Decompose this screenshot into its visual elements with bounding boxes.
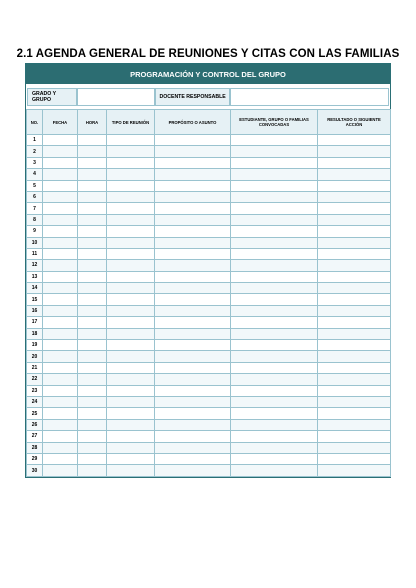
row-number: 23 <box>27 385 43 396</box>
table-cell[interactable] <box>78 317 107 328</box>
table-cell[interactable] <box>318 396 391 407</box>
table-cell[interactable] <box>318 328 391 339</box>
table-cell[interactable] <box>78 453 107 464</box>
row-number: 29 <box>27 453 43 464</box>
table-cell[interactable] <box>78 328 107 339</box>
table-cell[interactable] <box>78 374 107 385</box>
table-cell[interactable] <box>107 465 155 476</box>
col-header-no: NO. <box>27 110 43 135</box>
table-cell[interactable] <box>231 396 318 407</box>
table-cell[interactable] <box>43 453 78 464</box>
table-cell[interactable] <box>155 374 231 385</box>
row-number: 9 <box>27 226 43 237</box>
col-header-date: FECHA <box>43 110 78 135</box>
table-row <box>27 408 391 419</box>
table-cell[interactable] <box>107 317 155 328</box>
table-cell[interactable] <box>318 419 391 430</box>
table-cell[interactable] <box>43 419 78 430</box>
table-cell[interactable] <box>155 419 231 430</box>
table-cell[interactable] <box>78 169 107 180</box>
row-number: 26 <box>27 419 43 430</box>
table-cell[interactable] <box>318 362 391 373</box>
table-cell[interactable] <box>107 340 155 351</box>
table-cell[interactable] <box>107 305 155 316</box>
row-number: 14 <box>27 283 43 294</box>
table-cell[interactable] <box>155 214 231 225</box>
table-cell[interactable] <box>43 283 78 294</box>
col-header-result: RESULTADO O SIGUIENTE ACCIÓN <box>318 110 391 135</box>
table-row <box>27 226 391 237</box>
table-cell[interactable] <box>78 408 107 419</box>
table-cell[interactable] <box>231 351 318 362</box>
table-cell[interactable] <box>78 340 107 351</box>
table-cell[interactable] <box>107 328 155 339</box>
table-cell[interactable] <box>107 248 155 259</box>
table-cell[interactable] <box>231 340 318 351</box>
table-cell[interactable] <box>155 305 231 316</box>
table-cell[interactable] <box>107 260 155 271</box>
table-cell[interactable] <box>318 226 391 237</box>
table-cell[interactable] <box>231 214 318 225</box>
table-cell[interactable] <box>43 260 78 271</box>
table-cell[interactable] <box>155 396 231 407</box>
info-row <box>27 88 389 106</box>
table-cell[interactable] <box>78 226 107 237</box>
table-cell[interactable] <box>107 431 155 442</box>
table-cell[interactable] <box>231 271 318 282</box>
table-cell[interactable] <box>78 135 107 146</box>
table-cell[interactable] <box>231 408 318 419</box>
table-cell[interactable] <box>43 340 78 351</box>
table-cell[interactable] <box>78 362 107 373</box>
table-cell[interactable] <box>231 453 318 464</box>
table-cell[interactable] <box>318 180 391 191</box>
table-cell[interactable] <box>78 191 107 202</box>
row-number: 11 <box>27 248 43 259</box>
table-row <box>27 328 391 339</box>
table-cell[interactable] <box>78 260 107 271</box>
table-cell[interactable] <box>43 362 78 373</box>
table-cell[interactable] <box>78 146 107 157</box>
teacher-label: DOCENTE RESPONSABLE <box>155 88 230 106</box>
table-row <box>27 317 391 328</box>
table-cell[interactable] <box>155 408 231 419</box>
table-cell[interactable] <box>107 453 155 464</box>
table-cell[interactable] <box>78 180 107 191</box>
table-cell[interactable] <box>318 203 391 214</box>
table-cell[interactable] <box>155 248 231 259</box>
table-cell[interactable] <box>231 328 318 339</box>
row-number: 21 <box>27 362 43 373</box>
table-cell[interactable] <box>78 419 107 430</box>
table-cell[interactable] <box>43 396 78 407</box>
table-cell[interactable] <box>43 135 78 146</box>
table-row <box>27 385 391 396</box>
table-cell[interactable] <box>155 135 231 146</box>
table-cell[interactable] <box>155 260 231 271</box>
row-number: 10 <box>27 237 43 248</box>
table-cell[interactable] <box>107 408 155 419</box>
table-row <box>27 396 391 407</box>
table-cell[interactable] <box>78 431 107 442</box>
row-number: 22 <box>27 374 43 385</box>
table-cell[interactable] <box>231 283 318 294</box>
row-number: 24 <box>27 396 43 407</box>
table-cell[interactable] <box>43 169 78 180</box>
table-cell[interactable] <box>155 157 231 168</box>
row-number: 16 <box>27 305 43 316</box>
row-number: 15 <box>27 294 43 305</box>
table-cell[interactable] <box>318 317 391 328</box>
table-cell[interactable] <box>107 237 155 248</box>
row-number: 7 <box>27 203 43 214</box>
table-cell[interactable] <box>231 180 318 191</box>
table-cell[interactable] <box>78 237 107 248</box>
table-cell[interactable] <box>107 351 155 362</box>
table-cell[interactable] <box>43 248 78 259</box>
table-row <box>27 146 391 157</box>
table-cell[interactable] <box>318 340 391 351</box>
table-cell[interactable] <box>231 260 318 271</box>
table-cell[interactable] <box>43 180 78 191</box>
table-cell[interactable] <box>78 385 107 396</box>
row-number: 30 <box>27 465 43 476</box>
table-cell[interactable] <box>107 419 155 430</box>
table-cell[interactable] <box>155 191 231 202</box>
table-cell[interactable] <box>155 180 231 191</box>
table-cell[interactable] <box>107 135 155 146</box>
table-cell[interactable] <box>155 442 231 453</box>
table-cell[interactable] <box>231 362 318 373</box>
grade-label: GRADO Y GRUPO <box>27 88 77 106</box>
table-cell[interactable] <box>107 271 155 282</box>
table-cell[interactable] <box>231 374 318 385</box>
table-cell[interactable] <box>318 431 391 442</box>
table-row <box>27 340 391 351</box>
table-cell[interactable] <box>107 396 155 407</box>
table-cell[interactable] <box>43 374 78 385</box>
table-cell[interactable] <box>107 203 155 214</box>
table-cell[interactable] <box>155 226 231 237</box>
table-cell[interactable] <box>318 237 391 248</box>
row-number: 2 <box>27 146 43 157</box>
table-cell[interactable] <box>78 271 107 282</box>
table-cell[interactable] <box>231 191 318 202</box>
table-row <box>27 351 391 362</box>
row-number: 5 <box>27 180 43 191</box>
table-cell[interactable] <box>231 169 318 180</box>
table-cell[interactable] <box>78 294 107 305</box>
table-cell[interactable] <box>155 453 231 464</box>
table-cell[interactable] <box>155 385 231 396</box>
table-cell[interactable] <box>155 203 231 214</box>
agenda-table <box>26 109 391 477</box>
table-cell[interactable] <box>318 351 391 362</box>
table-cell[interactable] <box>155 362 231 373</box>
row-number: 28 <box>27 442 43 453</box>
table-cell[interactable] <box>107 180 155 191</box>
table-cell[interactable] <box>43 465 78 476</box>
table-cell[interactable] <box>43 317 78 328</box>
table-cell[interactable] <box>231 294 318 305</box>
table-cell[interactable] <box>78 465 107 476</box>
table-cell[interactable] <box>78 214 107 225</box>
table-cell[interactable] <box>231 442 318 453</box>
table-row <box>27 374 391 385</box>
table-cell[interactable] <box>107 385 155 396</box>
table-cell[interactable] <box>78 157 107 168</box>
table-cell[interactable] <box>155 431 231 442</box>
table-cell[interactable] <box>43 191 78 202</box>
table-cell[interactable] <box>107 362 155 373</box>
row-number: 13 <box>27 271 43 282</box>
table-cell[interactable] <box>78 248 107 259</box>
table-cell[interactable] <box>78 396 107 407</box>
teacher-field[interactable] <box>230 88 389 106</box>
table-cell[interactable] <box>155 169 231 180</box>
table-cell[interactable] <box>231 305 318 316</box>
table-row <box>27 362 391 373</box>
col-header-purpose: PROPÓSITO O ASUNTO <box>155 110 231 135</box>
row-number: 4 <box>27 169 43 180</box>
table-cell[interactable] <box>155 237 231 248</box>
table-row <box>27 157 391 168</box>
row-number: 6 <box>27 191 43 202</box>
table-cell[interactable] <box>318 260 391 271</box>
table-cell[interactable] <box>78 203 107 214</box>
row-number: 3 <box>27 157 43 168</box>
row-number: 17 <box>27 317 43 328</box>
table-cell[interactable] <box>318 408 391 419</box>
table-cell[interactable] <box>155 328 231 339</box>
table-row <box>27 465 391 476</box>
table-cell[interactable] <box>318 191 391 202</box>
col-header-participants: ESTUDIANTE, GRUPO O FAMILIAS CONVOCADAS <box>231 110 318 135</box>
table-cell[interactable] <box>231 465 318 476</box>
table-row <box>27 453 391 464</box>
table-cell[interactable] <box>107 157 155 168</box>
table-cell[interactable] <box>155 465 231 476</box>
table-row <box>27 260 391 271</box>
table-cell[interactable] <box>107 191 155 202</box>
table-row <box>27 271 391 282</box>
agenda-sheet <box>25 63 391 478</box>
table-cell[interactable] <box>107 146 155 157</box>
table-header-row <box>27 110 391 135</box>
table-cell[interactable] <box>107 374 155 385</box>
table-cell[interactable] <box>43 271 78 282</box>
table-cell[interactable] <box>107 226 155 237</box>
table-cell[interactable] <box>231 431 318 442</box>
table-cell[interactable] <box>231 226 318 237</box>
table-cell[interactable] <box>43 226 78 237</box>
table-cell[interactable] <box>231 237 318 248</box>
table-cell[interactable] <box>231 157 318 168</box>
table-cell[interactable] <box>318 294 391 305</box>
table-cell[interactable] <box>155 283 231 294</box>
table-cell[interactable] <box>78 305 107 316</box>
table-cell[interactable] <box>155 351 231 362</box>
table-cell[interactable] <box>231 419 318 430</box>
table-cell[interactable] <box>43 237 78 248</box>
table-row <box>27 305 391 316</box>
table-row <box>27 248 391 259</box>
table-cell[interactable] <box>43 203 78 214</box>
table-cell[interactable] <box>43 408 78 419</box>
table-row <box>27 180 391 191</box>
table-cell[interactable] <box>318 305 391 316</box>
table-cell[interactable] <box>231 146 318 157</box>
col-header-meeting-type: TIPO DE REUNIÓN <box>107 110 155 135</box>
table-cell[interactable] <box>107 214 155 225</box>
table-cell[interactable] <box>318 442 391 453</box>
table-cell[interactable] <box>78 442 107 453</box>
table-cell[interactable] <box>43 442 78 453</box>
table-cell[interactable] <box>78 351 107 362</box>
row-number: 27 <box>27 431 43 442</box>
row-number: 25 <box>27 408 43 419</box>
table-cell[interactable] <box>231 135 318 146</box>
grade-field[interactable] <box>77 88 156 106</box>
table-cell[interactable] <box>43 385 78 396</box>
table-cell[interactable] <box>107 294 155 305</box>
table-row <box>27 294 391 305</box>
table-cell[interactable] <box>318 283 391 294</box>
row-number: 18 <box>27 328 43 339</box>
table-cell[interactable] <box>43 157 78 168</box>
table-cell[interactable] <box>78 283 107 294</box>
row-number: 20 <box>27 351 43 362</box>
table-cell[interactable] <box>318 453 391 464</box>
table-row <box>27 419 391 430</box>
table-cell[interactable] <box>318 157 391 168</box>
table-cell[interactable] <box>318 385 391 396</box>
table-cell[interactable] <box>231 248 318 259</box>
table-cell[interactable] <box>43 305 78 316</box>
table-cell[interactable] <box>318 146 391 157</box>
table-cell[interactable] <box>43 294 78 305</box>
section-banner: PROGRAMACIÓN Y CONTROL DEL GRUPO <box>26 64 390 84</box>
row-number: 19 <box>27 340 43 351</box>
table-cell[interactable] <box>318 374 391 385</box>
table-cell[interactable] <box>107 283 155 294</box>
table-cell[interactable] <box>43 214 78 225</box>
table-row <box>27 214 391 225</box>
table-cell[interactable] <box>318 169 391 180</box>
table-row <box>27 203 391 214</box>
table-cell[interactable] <box>231 385 318 396</box>
table-cell[interactable] <box>43 351 78 362</box>
table-cell[interactable] <box>43 328 78 339</box>
table-cell[interactable] <box>107 169 155 180</box>
table-cell[interactable] <box>318 214 391 225</box>
table-cell[interactable] <box>318 248 391 259</box>
table-cell[interactable] <box>155 317 231 328</box>
table-cell[interactable] <box>318 135 391 146</box>
table-cell[interactable] <box>107 442 155 453</box>
table-row <box>27 283 391 294</box>
table-cell[interactable] <box>155 340 231 351</box>
table-row <box>27 237 391 248</box>
document-title: 2.1 AGENDA GENERAL DE REUNIONES Y CITAS CON LAS FAMILIAS <box>16 48 400 60</box>
table-cell[interactable] <box>43 431 78 442</box>
row-number: 12 <box>27 260 43 271</box>
table-cell[interactable] <box>231 203 318 214</box>
table-cell[interactable] <box>231 317 318 328</box>
table-cell[interactable] <box>155 294 231 305</box>
row-number: 8 <box>27 214 43 225</box>
table-cell[interactable] <box>43 146 78 157</box>
table-row <box>27 431 391 442</box>
table-cell[interactable] <box>155 271 231 282</box>
table-row <box>27 442 391 453</box>
table-row <box>27 169 391 180</box>
table-row <box>27 191 391 202</box>
table-row <box>27 135 391 146</box>
table-cell[interactable] <box>318 271 391 282</box>
col-header-time: HORA <box>78 110 107 135</box>
row-number: 1 <box>27 135 43 146</box>
table-cell[interactable] <box>318 465 391 476</box>
table-cell[interactable] <box>155 146 231 157</box>
